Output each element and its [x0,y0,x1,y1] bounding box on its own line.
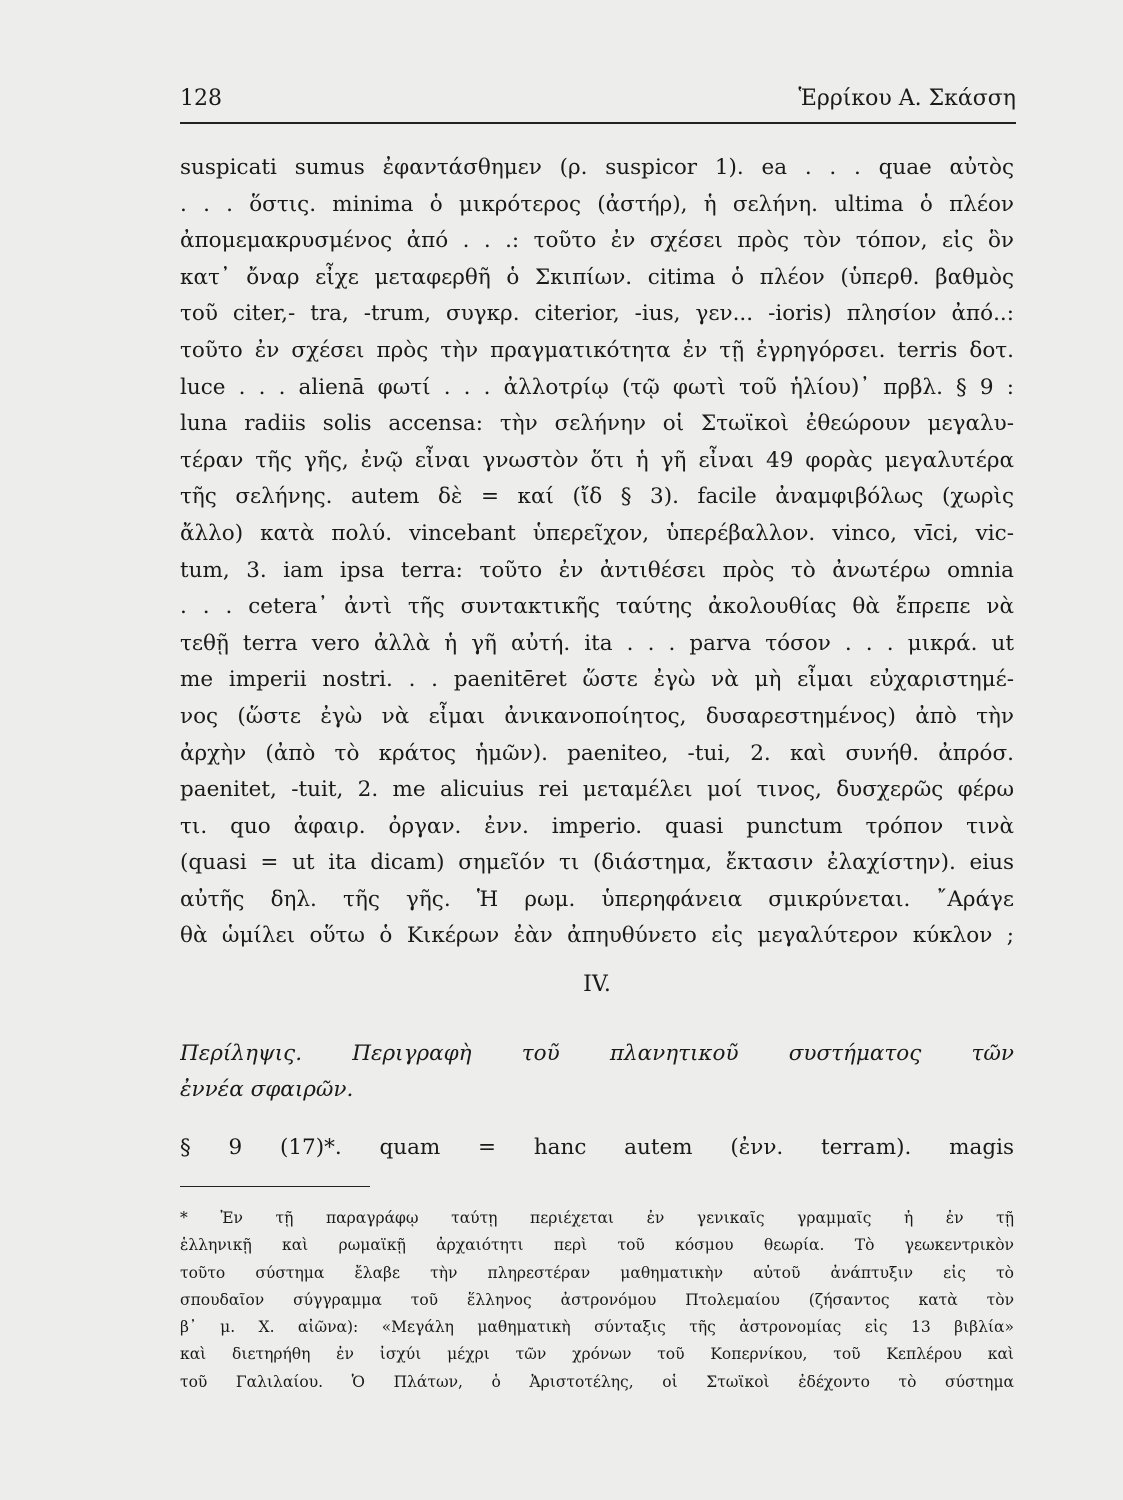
header-rule [180,122,1016,124]
body-line: τῆς σελήνης. autem δὲ = καί (ἴδ § 3). facile ἀναμφιβόλως (χωρὶς [180,484,1014,510]
body-line: . . . cetera᾽ ἀντὶ τῆς συντακτικῆς ταύτης ἀκολουθίας θὰ ἔπρεπε νὰ [180,594,1014,620]
body-line: θὰ ὡμίλει οὕτω ὁ Κικέρων ἐὰν ἀπηυθύνετο εἰς μεγαλύτερον κύκλον ; [180,923,1014,949]
footnote-line: β᾽ μ. Χ. αἰῶνα): «Μεγάλη μαθηματικὴ σύνταξις τῆς ἀστρονομίας εἰς 13 βιβλία» [180,1318,1014,1337]
footnote-line: τοῦτο σύστημα ἔλαβε τὴν πληρεστέραν μαθηματικὴν αὐτοῦ ἀνάπτυξιν εἰς τὸ [180,1263,1014,1282]
footnote-line: καὶ διετηρήθη ἐν ἰσχύι μέχρι τῶν χρόνων τοῦ Κοπερνίκου, τοῦ Κεπλέρου καὶ [180,1345,1014,1364]
footnote-rule [180,1186,370,1187]
body-line: τι. quo ἀφαιρ. ὀργαν. ἐνν. imperio. quasi punctum τρόπον τινὰ [180,813,1014,839]
body-line: τοῦτο ἐν σχέσει πρὸς τὴν πραγματικότητα ἐν τῇ ἐγρηγόρσει. terris δοτ. [180,337,1014,363]
footnote-line: τοῦ Γαλιλαίου. Ὁ Πλάτων, ὁ Ἀριστοτέλης, οἱ Στωϊκοὶ ἐδέχοντο τὸ σύστημα [180,1372,1014,1391]
footnote-line: σπουδαῖον σύγγραμμα τοῦ ἕλληνος ἀστρονόμου Πτολεμαίου (ζήσαντος κατὰ τὸν [180,1290,1014,1309]
body-line: suspicati sumus ἐφαντάσθημεν (ρ. suspicor 1). ea . . . quae αὐτὸς [180,155,1014,180]
footnote-line: ἑλληνικῇ καὶ ρωμαϊκῇ ἀρχαιότητι περὶ τοῦ κόσμου θεωρία. Τὸ γεωκεντρικὸν [180,1236,1014,1255]
body-line: κατ᾽ ὄναρ εἶχε μεταφερθῆ ὁ Σκιπίων. citima ὁ πλέον (ὑπερθ. βαθμὸς [180,264,1014,290]
summary-line: ἐννέα σφαιρῶν. [180,1077,354,1102]
body-line: luce . . . alienā φωτί . . . ἀλλοτρίῳ (τῷ φωτὶ τοῦ ἡλίου)᾽ πρβλ. § 9 : [180,374,1014,400]
commentary-line: § 9 (17)*. quam = hanc autem (ἐνν. terram). magis [180,1135,1014,1160]
section-summary [180,1036,1014,1108]
body-line: me imperii nostri. . . paenitēret ὥστε ἐγὼ νὰ μὴ εἶμαι εὐχαριστημέ- [180,667,1014,693]
footnote [180,1205,1014,1396]
body-line: τοῦ citer,- tra, -trum, συγκρ. citerior, -ius, γεν... -ioris) πλησίον ἀπό..: [180,301,1014,327]
body-line: αὐτῆς δηλ. τῆς γῆς. Ἡ ρωμ. ὑπερηφάνεια σμικρύνεται. ῎Αράγε [180,886,1014,912]
body-line: . . . ὅστις. minima ὁ μικρότερος (ἀστήρ), ἡ σελήνη. ultima ὁ πλέον [180,191,1014,217]
section-numeral: IV. [583,972,611,997]
running-head: Ἑρρίκου Α. Σκάσση [798,86,1016,111]
commentary-body [180,150,1014,955]
body-line: ἀπομεμακρυσμένος ἀπό . . .: τοῦτο ἐν σχέσει πρὸς τὸν τόπον, εἰς ὃν [180,228,1014,254]
page-header [180,86,1016,122]
body-line: tum, 3. iam ipsa terra: τοῦτο ἐν ἀντιθέσει πρὸς τὸ ἀνωτέρω omnia [180,557,1014,583]
body-line: luna radiis solis accensa: τὴν σελήνην οἱ Στωϊκοὶ ἐθεώρουν μεγαλυ- [180,411,1014,437]
body-line: ἀρχὴν (ἀπὸ τὸ κράτος ἡμῶν). paeniteo, -tui, 2. καὶ συνήθ. ἀπρόσ. [180,740,1014,766]
footnote-line: * Ἐν τῇ παραγράφῳ ταύτῃ περιέχεται ἐν γενικαῖς γραμμαῖς ἡ ἐν τῇ [180,1209,1014,1227]
body-line: τεθῇ terra vero ἀλλὰ ἡ γῆ αὐτή. ita . . . parva τόσον . . . μικρά. ut [180,630,1014,656]
page-number: 128 [180,86,222,111]
body-line: νος (ὥστε ἐγὼ νὰ εἶμαι ἀνικανοποίητος, δυσαρεστημένος) ἀπὸ τὴν [180,703,1014,729]
summary-line: Περίληψις. Περιγραφὴ τοῦ πλανητικοῦ συστήματος τῶν [180,1041,1014,1066]
body-line: ἄλλο) κατὰ πολύ. vincebant ὑπερεῖχον, ὑπερέβαλλον. vinco, vīci, vic- [180,520,1014,546]
paragraph-commentary [180,1130,1014,1166]
body-line: τέραν τῆς γῆς, ἐνῷ εἶναι γνωστὸν ὅτι ἡ γῆ εἶναι 49 φορὰς μεγαλυτέρα [180,447,1014,473]
body-line: (quasi = ut ita dicam) σημεῖόν τι (διάστημα, ἔκτασιν ἐλαχίστην). eius [180,850,1014,876]
body-line: paenitet, -tuit, 2. me alicuius rei μεταμέλει μοί τινος, δυσχερῶς φέρω [180,777,1014,803]
